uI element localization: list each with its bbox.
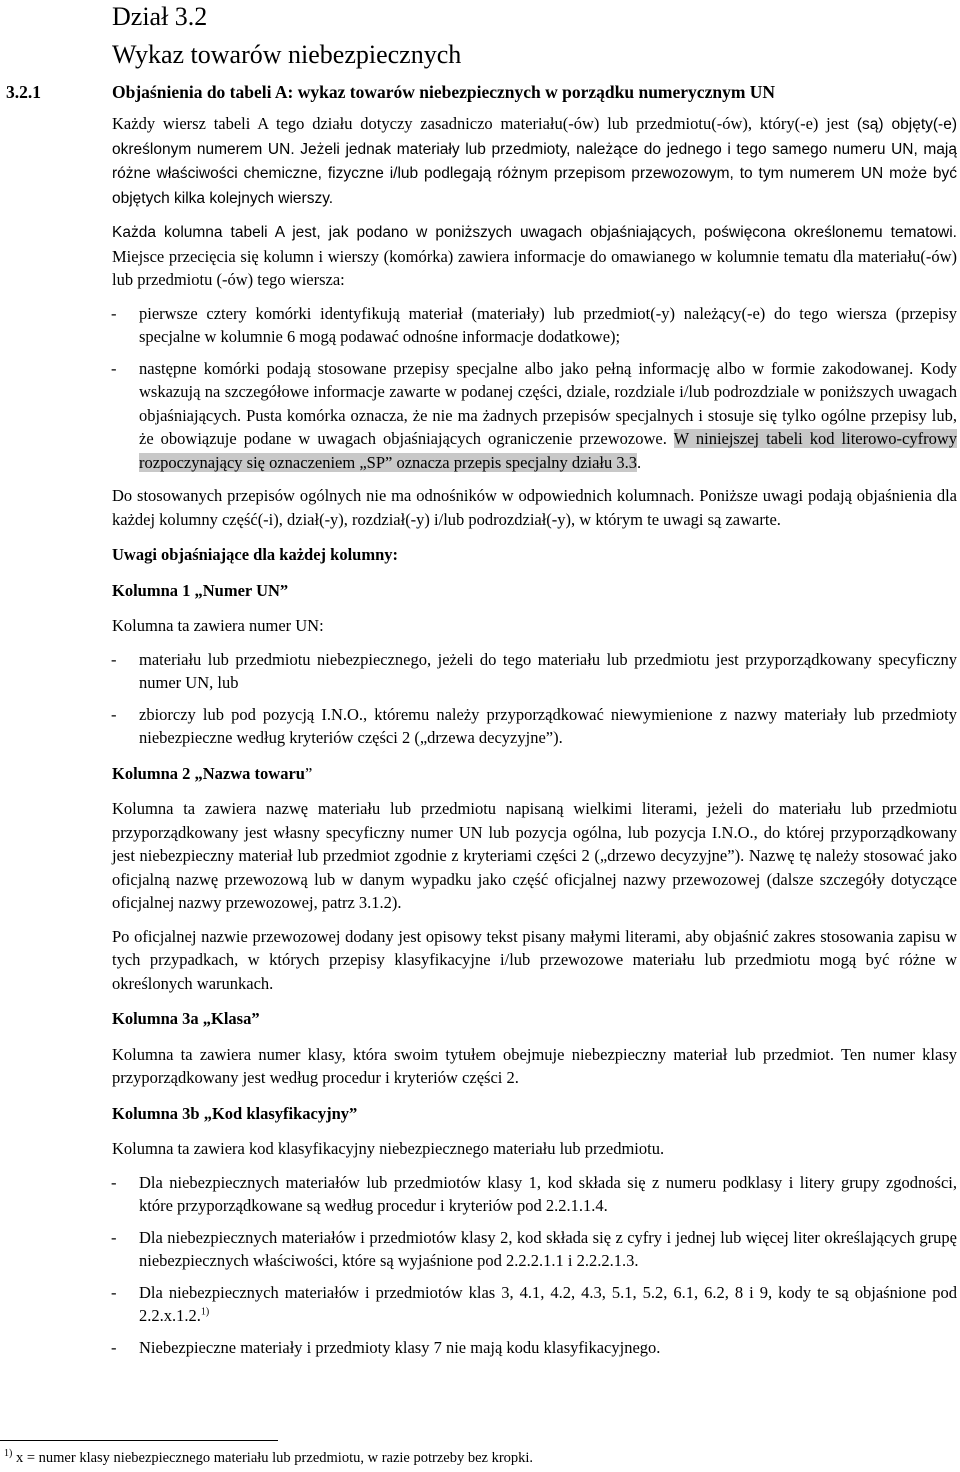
list-item-text-end: . xyxy=(636,452,642,472)
intro-text: Każdy wiersz tabeli A tego działu dotyczy zasadniczo materiału(-ów) lub przedmiotu(-ów), który(-e) jest xyxy=(112,114,857,133)
list-dash: - xyxy=(111,649,117,669)
list-item xyxy=(111,1226,957,1273)
list-item xyxy=(111,1281,957,1328)
column-2-paragraph-1: Kolumna ta zawiera nazwę materiału lub przedmiotu napisaną wielkimi literami, jeżeli do materiału lub przedmiotu przyporządkowany jest własny specyficzny numer UN lub pozycja ogólna, lub pozycja I.N.O., do której przyporządkowany jest niebezpieczny materiał lub przedmiot zgodnie z kryteriami części 2 („drzewo decyzyjne”). Nazwę tę należy stosować jako oficjalną nazwę przewozową lub w danym wypadku jako część oficjalnej nazwy przewozowej (dalsze szczegóły dotyczące oficjalnej nazwy przewozowej, patrz 3.1.2). xyxy=(112,799,957,912)
list-dash: - xyxy=(111,1282,117,1302)
intro-paragraph-3: Do stosowanych przepisów ogólnych nie ma odnośników w odpowiednich kolumnach. Poniższe uwagi podają objaśnienia dla każdej kolumny część(-i), dział(-y), rozdział(-y) i/lub podrozdział(-y), w którym te uwagi są zawarte. xyxy=(112,486,957,529)
column-1-text: Kolumna ta zawiera numer UN: xyxy=(112,616,324,635)
chapter-title: Wykaz towarów niebezpiecznych xyxy=(112,40,462,69)
list-item-text: zbiorczy lub pod pozycją I.N.O., któremu należy przyporządkować niewymienione z nazwy materiały lub przedmioty niebezpieczne według kryteriów części 2 („drzewa decyzyjne”). xyxy=(139,704,957,747)
chapter-heading: Dział 3.2 xyxy=(112,2,208,31)
footnote-mark: 1) xyxy=(4,1448,13,1460)
list-item-text: Niebezpieczne materiały i przedmioty klasy 7 nie mają kodu klasyfikacyjnego. xyxy=(139,1337,661,1357)
section-number: 3.2.1 xyxy=(6,82,41,102)
intro-paragraph-1 xyxy=(112,112,957,210)
footnote-text: x = numer klasy niebezpiecznego materiału lub przedmiotu, w razie potrzeby bez kropki. xyxy=(12,1450,534,1466)
highlighted-text: W niniejszej tabeli kod literowo-cyfrowy rozpoczynający się oznaczeniem „SP” oznacza przepis specjalny działu 3.3 xyxy=(139,429,957,472)
list-item-text: Dla niebezpiecznych materiałów i przedmiotów klasy 2, kod składa się z cyfry i jednej lub więcej liter określających grupę niebezpiecznych właściwości, które są wyjaśnione pod 2.2.2.1.1 i 2.2.2.1.3. xyxy=(139,1227,957,1270)
list-item-text: pierwsze cztery komórki identyfikują materiał (materiały) lub przedmiot(-y) należący(-e) do tego wiersza (przepisy specjalne w kolumnie 6 mogą podawać odnośne informacje dodatkowe); xyxy=(139,303,957,346)
column-2-heading-text: Kolumna 2 „Nazwa towaru xyxy=(112,763,305,783)
intro-text-sans-cont: Jeżeli jednak materiały lub przedmioty, należące do jednego i tego samego numeru UN, mają różne właściwości chemiczne, fizyczne i/lub podlegają różnym przepisom przewozowym, to tym numerem UN może być objętych kilka kolejnych wierszy. xyxy=(112,140,957,207)
list-item-text: materiału lub przedmiotu niebezpiecznego, jeżeli do tego materiału lub przedmiotu jest przyporządkowany specyficzny numer UN, lub xyxy=(139,649,957,692)
column-3b-text: Kolumna ta zawiera kod klasyfikacyjny niebezpiecznego materiału lub przedmiotu. xyxy=(112,1139,665,1158)
column-3b-heading: Kolumna 3b „Kod klasyfikacyjny” xyxy=(112,1103,358,1123)
column-2-paragraph-2: Po oficjalnej nazwie przewozowej dodany jest opisowy tekst pisany małymi literami, aby objaśnić zakres stosowania zapisu w tych przypadkach, w których przepisy klasyfikacyjne i/lub przewozowe materiału lub przedmiotu mogą być różne w określonych warunkach. xyxy=(112,926,957,993)
list-dash: - xyxy=(111,1172,117,1192)
section-title: Objaśnienia do tabeli A: wykaz towarów niebezpiecznych w porządku numerycznym UN xyxy=(112,82,776,102)
list-item-text: następne komórki podają stosowane przepisy specjalne albo jako pełną informację albo w formie zakodowanej. Kody wskazują na szczegółowe informacje zawarte w podanej części, dziale, rozdziale i/lub podrozdziale w poniższych uwagach objaśniających. Pusta komórka oznacza, że nie ma żadnych przepisów specjalnych i stosuje się tylko ogólne przepisy lub, że obowiązuje podane w uwagach objaśniających ograniczenie przewozowe. xyxy=(139,358,957,448)
column-1-list xyxy=(112,648,957,750)
notes-heading: Uwagi objaśniające dla każdej kolumny: xyxy=(112,545,399,564)
list-dash: - xyxy=(111,1227,117,1247)
intro-list xyxy=(112,302,957,475)
list-dash: - xyxy=(111,303,117,323)
intro-text: Miejsce przecięcia się kolumn i wierszy (komórka) zawiera informacje do omawianego w kolumnie tematu dla materiału(-ów) lub przedmiotu (-ów) tego wiersza: xyxy=(112,246,957,289)
column-2-heading-quote: ” xyxy=(304,763,313,783)
column-3a-text: Kolumna ta zawiera numer klasy, która swoim tytułem obejmuje niebezpieczny materiał lub przedmiot. Ten numer klasy przyporządkowany jest według procedur i kryteriów części 2. xyxy=(112,1044,957,1087)
list-item-text: Dla niebezpiecznych materiałów i przedmiotów klas 3, 4.1, 4.2, 4.3, 5.1, 5.2, 6.1, 6.2, 8 i 9, kody te są objaśnione pod 2.2.x.1.2. xyxy=(139,1282,957,1325)
list-item xyxy=(111,703,957,750)
list-dash: - xyxy=(111,704,117,724)
column-1-heading: Kolumna 1 „Numer UN” xyxy=(112,580,289,600)
intro-text-sans: (są) objęty(-e) określonym numerem UN. xyxy=(112,116,957,158)
list-item xyxy=(111,648,957,695)
footnote-reference[interactable]: 1) xyxy=(200,1306,210,1318)
footnote xyxy=(4,1448,533,1468)
intro-paragraph-2 xyxy=(112,220,957,292)
intro-text-sans: Każda kolumna tabeli A jest, jak podano w poniższych uwagach objaśniających, poświęcona określonemu tematowi. xyxy=(112,224,957,241)
footnote-divider xyxy=(0,1440,278,1441)
list-item-text: Dla niebezpiecznych materiałów lub przedmiotów klasy 1, kod składa się z numeru podklasy i litery grupy zgodności, które przyporządkowane są według procedur i kryteriów pod 2.2.1.1.4. xyxy=(139,1172,957,1215)
list-dash: - xyxy=(111,1337,117,1357)
column-3a-heading: Kolumna 3a „Klasa” xyxy=(112,1009,260,1028)
list-dash: - xyxy=(111,358,117,378)
list-item xyxy=(111,1336,957,1360)
document-body xyxy=(112,112,957,1369)
list-item xyxy=(111,357,957,475)
column-3b-list xyxy=(112,1171,957,1360)
list-item xyxy=(111,302,957,349)
column-2-heading xyxy=(112,762,957,786)
list-item xyxy=(111,1171,957,1218)
